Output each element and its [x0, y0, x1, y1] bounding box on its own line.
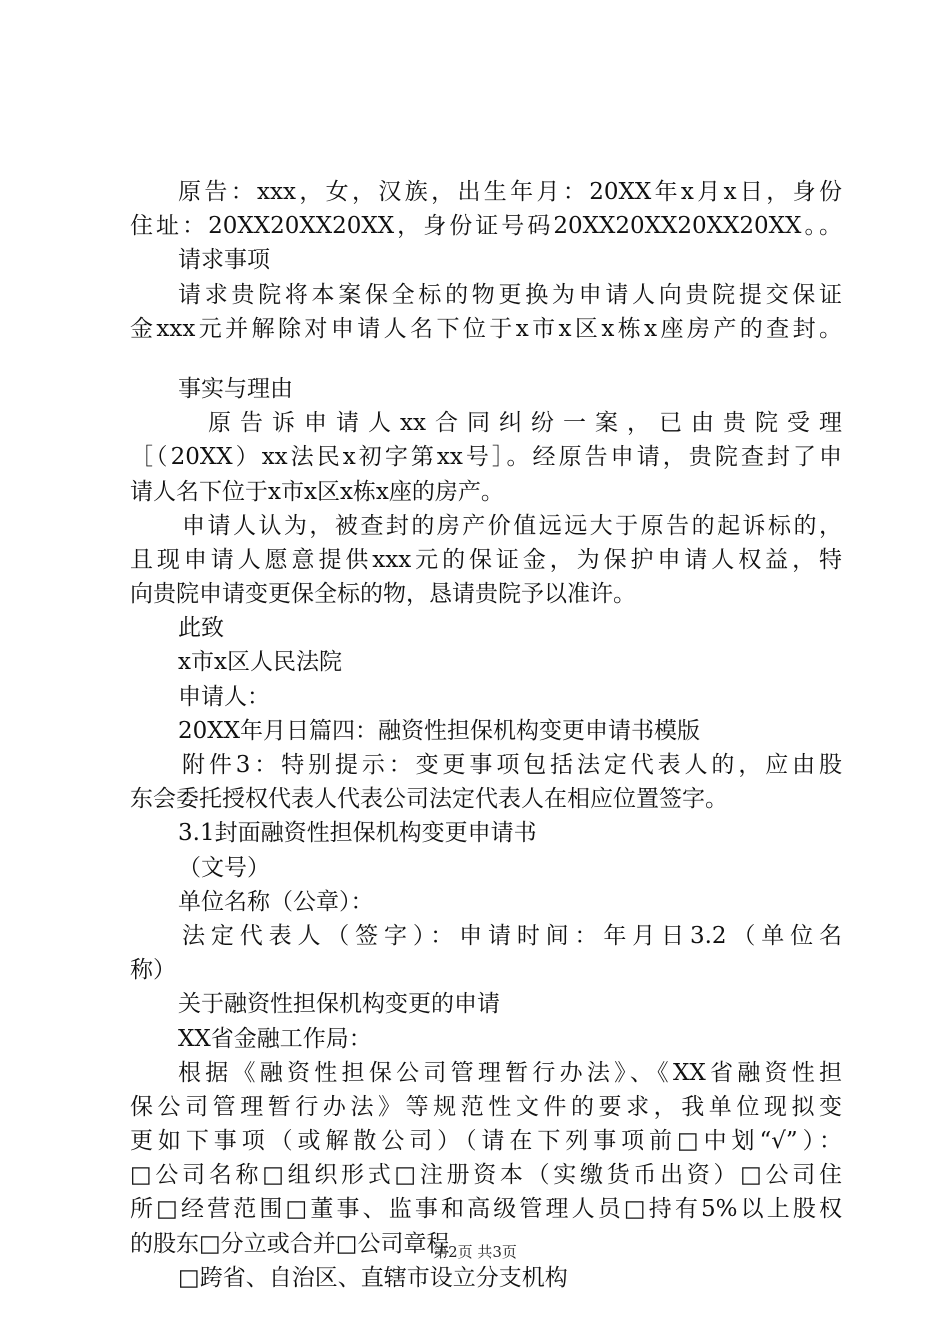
attachment-note-line-2: 东会委托授权代表人代表公司法定代表人在相应位置签字。	[130, 786, 728, 813]
reason-line-3: 向贵院申请变更保全标的物，恳请贵院予以准许。	[130, 581, 636, 608]
request-line-1: 请求贵院将本案保全标的物更换为申请人向贵院提交保证	[178, 281, 842, 308]
reason-line-1: 申请人认为，被查封的房产价值远远大于原告的起诉标的，	[182, 512, 842, 539]
checklist-line-3: 的股东□分立或合并□公司章程	[130, 1230, 450, 1257]
court-name-line: x市x区人民法院	[178, 649, 342, 676]
attachment-note-line-1: 附件3：特别提示：变更事项包括法定代表人的，应由股	[182, 752, 842, 778]
legal-rep-line-1: 法定代表人（签字）：申请时间：年月日3.2（单位名	[182, 922, 842, 949]
date-and-section-title: 20XX年月日篇四：融资性担保机构变更申请书模版	[178, 717, 701, 744]
doc-number-line: （文号）	[178, 854, 270, 881]
facts-line-2: ［（20XX）xx法民x初字第xx号］。经原告申请，贵院查封了申	[130, 444, 842, 471]
page-footer: 第2页 共3页	[433, 1243, 517, 1261]
basis-line-3: 更如下事项（或解散公司）（请在下列事项前□中划“√”）：	[130, 1128, 842, 1155]
cover-title-line: 3.1封面融资性担保机构变更申请书	[178, 820, 537, 847]
application-title: 关于融资性担保机构变更的申请	[178, 991, 500, 1018]
legal-rep-line-2: 称）	[130, 957, 176, 984]
facts-line-3: 请人名下位于x市x区x栋x座的房产。	[130, 478, 504, 505]
basis-line-2: 保公司管理暂行办法》等规范性文件的要求，我单位现拟变	[130, 1093, 842, 1120]
section-heading-requests: 请求事项	[178, 247, 270, 274]
checklist-line-1: □公司名称□组织形式□注册资本（实缴货币出资）□公司住	[130, 1162, 842, 1189]
applicant-line: 申请人：	[178, 683, 270, 710]
request-line-2: 金xxx元并解除对申请人名下位于x市x区x栋x座房产的查封。	[130, 315, 842, 342]
section-heading-facts: 事实与理由	[178, 375, 293, 402]
document-body	[130, 175, 842, 1295]
facts-line-1: 原告诉申请人xx合同纠纷一案，已由贵院受理	[208, 410, 842, 437]
salutation-line: 此致	[178, 615, 224, 642]
unit-name-line: 单位名称（公章）：	[178, 888, 374, 915]
checklist-line-2: 所□经营范围□董事、监事和高级管理人员□持有5%以上股权	[130, 1196, 842, 1223]
reason-line-2: 且现申请人愿意提供xxx元的保证金，为保护申请人权益，特	[130, 546, 842, 573]
checklist-line-4: □跨省、自治区、直辖市设立分支机构	[178, 1264, 568, 1291]
addressee-line: XX省金融工作局：	[178, 1025, 372, 1052]
plaintiff-info-line-1: 原告：xxx，女，汉族，出生年月：20XX年x月x日，身份	[178, 179, 842, 205]
plaintiff-info-line-2: 住址：20XX20XX20XX，身份证号码20XX20XX20XX20XX。。	[130, 213, 842, 240]
paragraph-gap	[130, 346, 842, 372]
basis-line-1: 根据《融资性担保公司管理暂行办法》、《XX省融资性担	[178, 1059, 842, 1086]
